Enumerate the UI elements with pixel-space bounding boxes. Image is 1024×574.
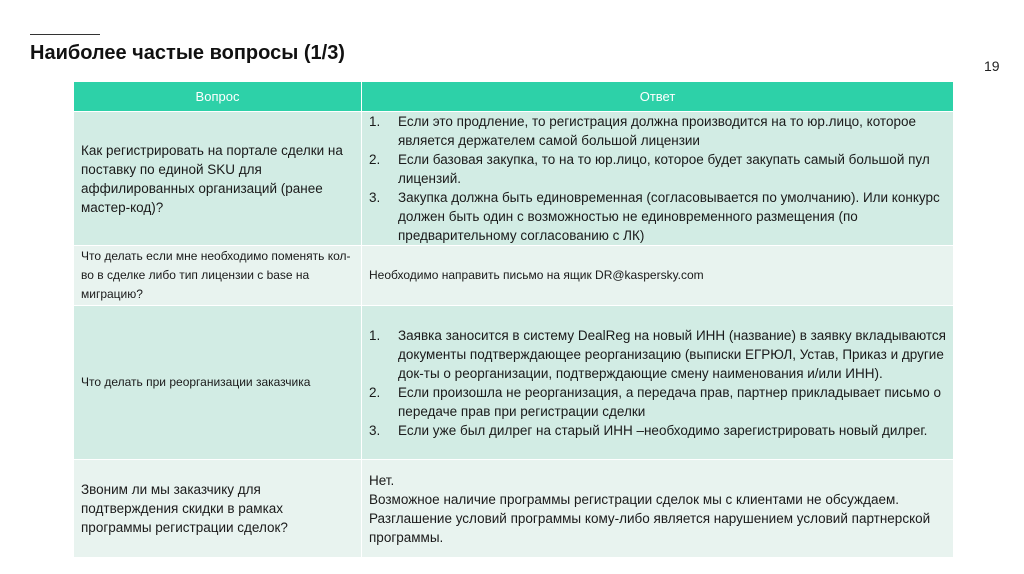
item-number: 3.: [369, 422, 381, 438]
answer-cell: [362, 306, 954, 460]
item-text: Заявка заносится в систему DealReg на новый ИНН (название) в заявку вкладываются документы подтверждающее реорганизацию (выписки ЕГРЮЛ, Устав, Приказ и другие док-ты о реорганизации, подтверждающие смену наименования и/или ИНН).: [398, 327, 946, 381]
answer-list: [369, 326, 946, 440]
answer-paragraph: Разглашение условий программы кому-либо является нарушением условий партнерской программы.: [369, 510, 931, 545]
title-accent-line: [30, 34, 100, 35]
table-row: [74, 306, 954, 460]
list-item: [369, 112, 946, 150]
page-number: 19: [984, 58, 1000, 74]
header-question: Вопрос: [74, 82, 362, 112]
answer-list: [369, 112, 946, 245]
item-number: 2.: [369, 384, 381, 400]
answer-cell: [362, 112, 954, 246]
item-text: Если это продление, то регистрация должна производится на то юр.лицо, которое является держателем самой большой лицензии: [398, 114, 916, 148]
header-answer: Ответ: [362, 82, 954, 112]
list-item: [369, 326, 946, 383]
item-text: Закупка должна быть единовременная (согласовывается по умолчанию). Или конкурс должен быть один с возможностью не единовременного размещения (по предварительному согласованию с ЛК): [398, 190, 940, 243]
list-item: [369, 150, 946, 188]
list-item: [369, 188, 946, 245]
item-text: Если базовая закупка, то на то юр.лицо, которое будет закупать самый большой пул лицензий.: [398, 152, 930, 186]
answer-cell: [362, 460, 954, 558]
table-row: [74, 246, 954, 306]
item-text: Если уже был дилрег на старый ИНН –необходимо зарегистрировать новый дилрег.: [398, 422, 928, 438]
question-cell: Звоним ли мы заказчику для подтверждения скидки в рамках программы регистрации сделок?: [74, 460, 362, 558]
table-row: [74, 460, 954, 558]
question-cell: Что делать при реорганизации заказчика: [74, 306, 362, 460]
table-row: [74, 112, 954, 246]
item-number: 2.: [369, 152, 381, 167]
list-item: [369, 421, 946, 440]
table-header-row: [74, 82, 954, 112]
item-number: 3.: [369, 190, 381, 205]
list-item: [369, 383, 946, 421]
answer-cell: Необходимо направить письмо на ящик DR@kaspersky.com: [362, 246, 954, 306]
question-cell: Что делать если мне необходимо поменять кол-во в сделке либо тип лицензии с base на миграцию?: [74, 246, 362, 306]
item-number: 1.: [369, 327, 381, 343]
faq-table: [73, 81, 954, 558]
answer-paragraph: Нет.: [369, 472, 395, 488]
question-cell: Как регистрировать на портале сделки на поставку по единой SKU для аффилированных организаций (ранее мастер-код)?: [74, 112, 362, 246]
item-number: 1.: [369, 114, 381, 129]
slide-title: Наиболее частые вопросы (1/3): [30, 42, 345, 64]
answer-paragraph: Возможное наличие программы регистрации сделок мы с клиентами не обсуждаем.: [369, 491, 900, 507]
item-text: Если произошла не реорганизация, а передача прав, партнер прикладывает письмо о передаче прав при регистрации сделки: [398, 384, 942, 419]
